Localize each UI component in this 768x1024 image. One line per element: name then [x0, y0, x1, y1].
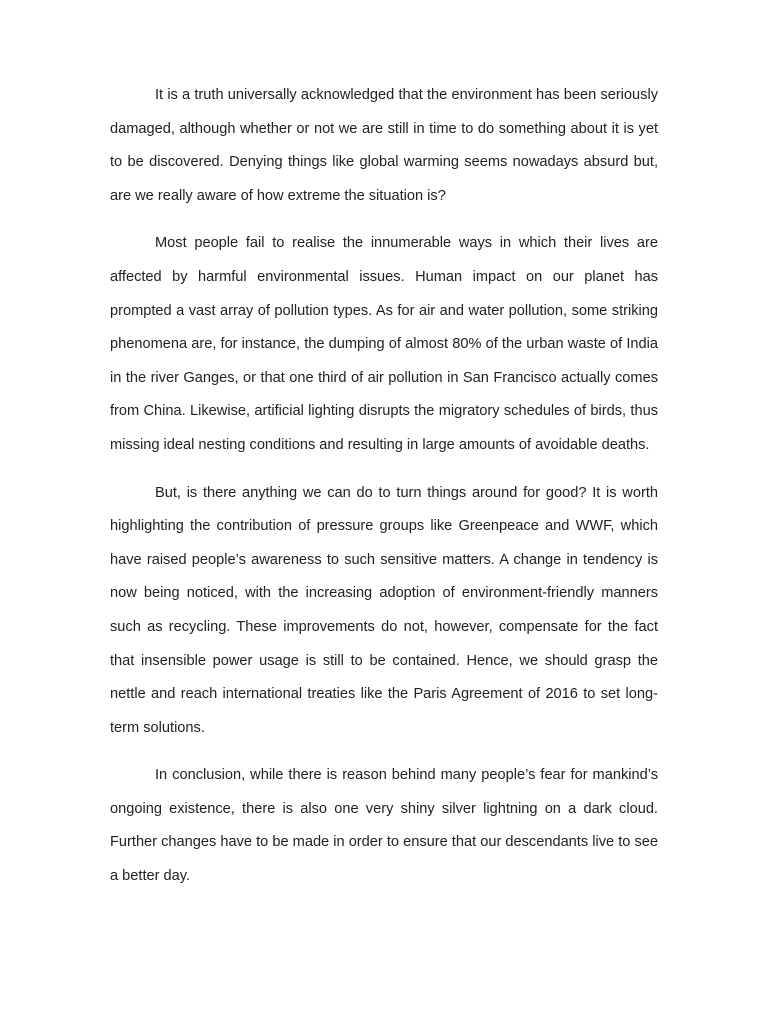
paragraph-pollution-effects: Most people fail to realise the innumerable ways in which their lives are affected by harmful environmental issues. Human impact on our planet has prompted a vast array of pollution types. As for air and water pollution, some striking phenomena are, for instance, the dumping of almost 80% of the urban waste of India in the river Ganges, or that one third of air pollution in San Francisco actually comes from China. Likewise, artificial lighting disrupts the migratory schedules of birds, thus missing ideal nesting conditions and resulting in large amounts of avoidable deaths. [110, 235, 658, 453]
paragraph-introduction: It is a truth universally acknowledged that the environment has been seriously damaged, although whether or not we are still in time to do something about it is yet to be discovered. Denying things like global warming seems nowadays absurd but, are we really aware of how extreme the situation is? [110, 87, 658, 204]
essay-body [110, 79, 658, 908]
paragraph-solutions: But, is there anything we can do to turn things around for good? It is worth highlighting the contribution of pressure groups like Greenpeace and WWF, which have raised people’s awareness to such sensitive matters. A change in tendency is now being noticed, with the increasing adoption of environment-friendly manners such as recycling. These improvements do not, however, compensate for the fact that insensible power usage is still to be contained. Hence, we should grasp the nettle and reach international treaties like the Paris Agreement of 2016 to set long-term solutions. [110, 484, 658, 736]
paragraph-conclusion: In conclusion, while there is reason behind many people’s fear for mankind’s ongoing existence, there is also one very shiny silver lightning on a dark cloud. Further changes have to be made in order to ensure that our descendants live to see a better day. [110, 767, 658, 885]
